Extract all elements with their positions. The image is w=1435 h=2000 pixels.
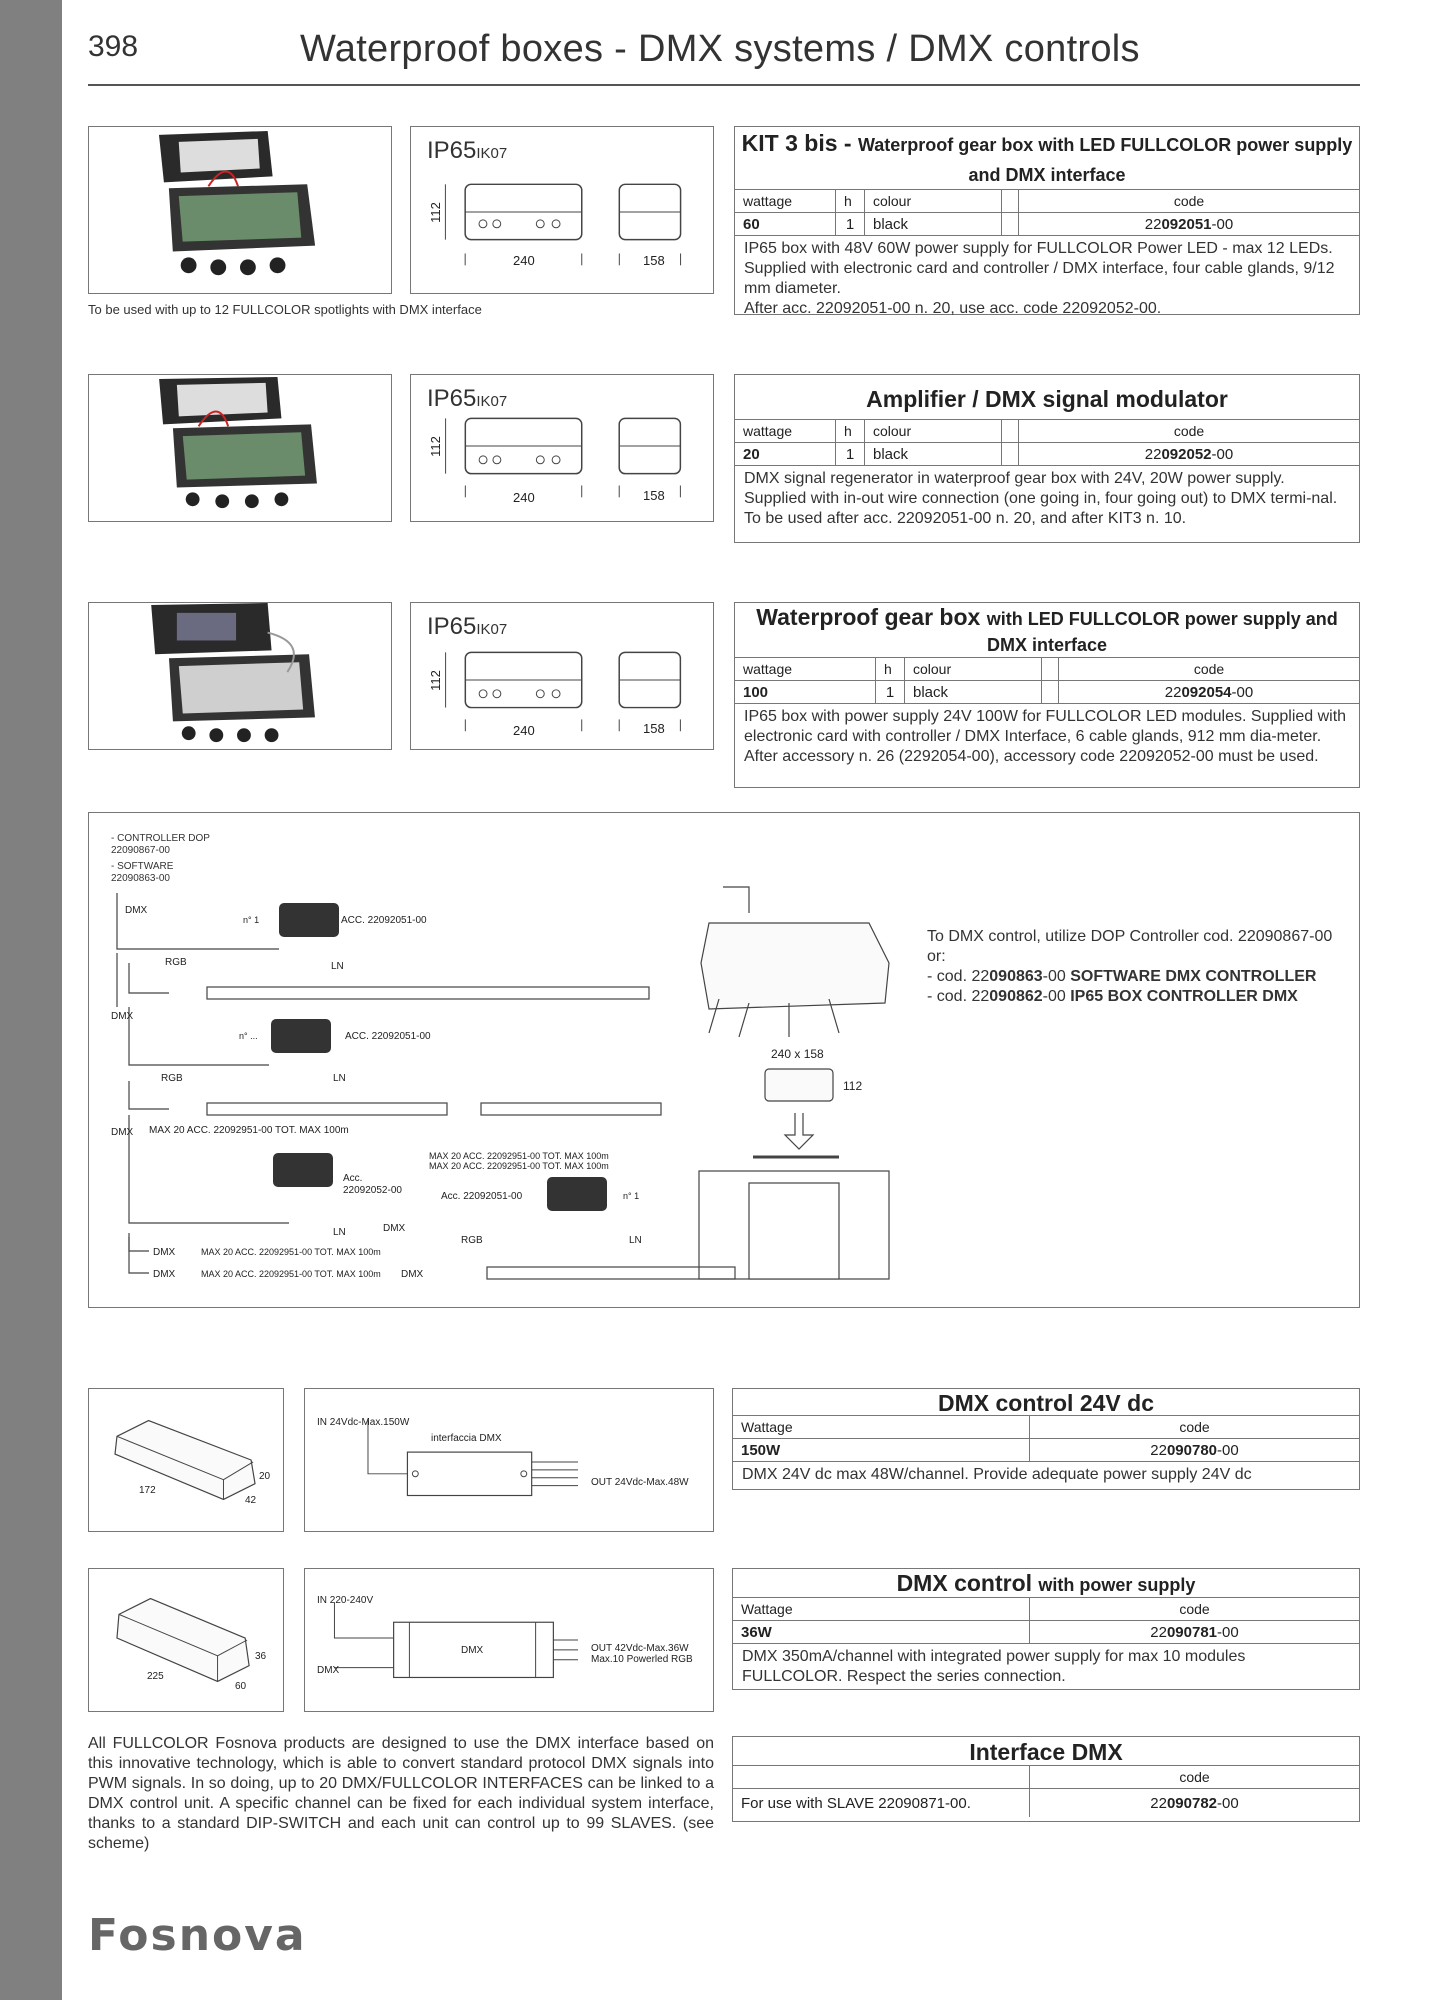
dim-width: 240 — [513, 490, 535, 505]
h-value: 1 — [836, 443, 865, 466]
ln-label: LN — [629, 1235, 642, 1246]
dmx-label: DMX — [153, 1269, 176, 1280]
dim-height: 112 — [427, 670, 443, 691]
acc-label: ACC. 22092051-00 — [345, 1031, 431, 1042]
spec-table — [735, 419, 1359, 465]
gear-box-open-image — [89, 127, 391, 293]
code-value: 22090781-00 — [1030, 1621, 1360, 1644]
dmx-control-module-image — [89, 1389, 283, 1531]
ip-rating: IP65IK07 — [427, 385, 508, 412]
product-caption: To be used with up to 12 FULLCOLOR spotlights with DMX interface — [88, 302, 482, 317]
header-wattage: wattage — [735, 420, 836, 443]
header-code: code — [1019, 420, 1360, 443]
acc51b-label: Acc. 22092051-00 — [441, 1191, 523, 1202]
control-title: DMX control with power supply — [896, 1570, 1196, 1596]
interface-table — [733, 1765, 1359, 1817]
wattage-value: 20 — [735, 443, 836, 466]
colour-value: black — [865, 443, 1002, 466]
code-value: 22092052-00 — [1019, 443, 1360, 466]
dmx-label: DMX — [401, 1269, 424, 1280]
dimension-drawing-kit3 — [410, 126, 714, 294]
product-spec-kit3 — [734, 126, 1360, 315]
header-h: h — [836, 190, 865, 213]
header-colour: colour — [905, 658, 1042, 681]
diagram-input-label: IN 220-240V — [317, 1595, 374, 1606]
dmx-label: DMX — [111, 1011, 134, 1022]
wattage-value: 150W — [733, 1439, 1030, 1462]
gear-box-open-image — [89, 375, 391, 521]
max20-label: MAX 20 ACC. 22092951-00 TOT. MAX 100m — [429, 1161, 609, 1171]
colour-value: black — [865, 213, 1002, 236]
dim-length: 225 — [147, 1671, 164, 1682]
dim-height: 20 — [259, 1471, 271, 1482]
h-value: 1 — [836, 213, 865, 236]
header-h: h — [836, 420, 865, 443]
diagram-output-label: OUT 42Vdc-Max.36W Max.10 Powerled RGB — [591, 1643, 693, 1665]
product-description: IP65 box with power supply 24V 100W for FULLCOLOR LED modules. Supplied with electronic card with controller / DMX Interface, 6 cable glands, 912 mm dia-meter. After accessory n. 26 (2292054-00), accessory code 22092052-00 must be used. — [735, 703, 1359, 770]
dim-height: 112 — [427, 202, 443, 223]
control-spec-table — [733, 1597, 1359, 1643]
interface-description: For use with SLAVE 22090871-00. — [733, 1789, 1030, 1818]
module-wiring-diagram — [305, 1569, 713, 1711]
diagram-input-label: IN 24Vdc-Max.150W — [317, 1417, 410, 1428]
product-description: IP65 box with 48V 60W power supply for FULLCOLOR Power LED - max 12 LEDs. Supplied with electronic card and controller / DMX interface, four cable glands, 9/12 mm diameter. After acc. 22092051-00 n. 20, use acc. code 22092052-00. — [735, 235, 1359, 322]
diagram-dmx-label: DMX — [317, 1665, 340, 1676]
control-spec-table — [733, 1415, 1359, 1461]
header-wattage: wattage — [735, 658, 876, 681]
code-value: 22092054-00 — [1059, 681, 1360, 704]
title-divider — [88, 84, 1360, 86]
header-wattage: Wattage — [733, 1598, 1030, 1621]
controller-dop-label: - CONTROLLER DOP 22090867-00 - SOFTWARE 22090863-00 — [111, 833, 210, 884]
fullcolor-description-paragraph: All FULLCOLOR Fosnova products are designed to use the DMX interface based on this innovative technology, which is able to convert standard protocol DMX signals into PWM signals. In so doing, up to 20 DMX/FULLCOLOR INTERFACES can be linked to a DMX control unit. A specific channel can be fixed for each individual system interface, thanks to a standard DIP-SWITCH and each unit can control up to 99 SLAVES. (see scheme) — [88, 1735, 714, 1852]
dim-depth: 158 — [643, 253, 665, 268]
ln-label: LN — [333, 1227, 346, 1238]
header-h: h — [876, 658, 905, 681]
ln-label: LN — [331, 961, 344, 972]
dim-width: 42 — [245, 1495, 257, 1506]
interface-dmx-spec — [732, 1736, 1360, 1822]
dim-depth: 158 — [643, 488, 665, 503]
dim-height: 112 — [427, 436, 443, 457]
control-wiring-24v — [304, 1388, 714, 1532]
page-title: Waterproof boxes - DMX systems / DMX controls — [300, 28, 1140, 70]
wattage-value: 60 — [735, 213, 836, 236]
header-wattage: Wattage — [733, 1416, 1030, 1439]
code-value: 22090780-00 — [1030, 1439, 1360, 1462]
header-code: code — [1030, 1766, 1360, 1789]
dim-height: 36 — [255, 1651, 267, 1662]
rgb-label: RGB — [461, 1235, 483, 1246]
max20-label: MAX 20 ACC. 22092951-00 TOT. MAX 100m — [149, 1125, 349, 1136]
dim-width: 60 — [235, 1681, 247, 1692]
dim-length: 172 — [139, 1485, 156, 1496]
control-wiring-psu — [304, 1568, 714, 1712]
box-dimension-diagram — [411, 375, 713, 521]
acc-label: ACC. 22092051-00 — [341, 915, 427, 926]
h-value: 1 — [876, 681, 905, 704]
product-photo-gearbox-100 — [88, 602, 392, 750]
control-title: DMX control 24V dc — [938, 1390, 1154, 1416]
rgb-label: RGB — [161, 1073, 183, 1084]
dmx-wiring-scheme — [88, 812, 1360, 1308]
wiring-diagram — [89, 813, 1361, 1309]
product-photo-kit3 — [88, 126, 392, 294]
diagram-output-label: OUT 24Vdc-Max.48W — [591, 1477, 689, 1488]
header-code: code — [1030, 1598, 1360, 1621]
ip-rating: IP65IK07 — [427, 613, 508, 640]
control-photo-24v — [88, 1388, 284, 1532]
product-description: DMX signal regenerator in waterproof gear box with 24V, 20W power supply. Supplied with in-out wire connection (one going in, four going out) to DMX termi-nal. To be used after acc. 22092051-00 n. 20, and after KIT3 n. 10. — [735, 465, 1359, 532]
code-value: 22092051-00 — [1019, 213, 1360, 236]
page-sidebar-strip — [0, 0, 62, 2000]
n1-label: n° 1 — [623, 1191, 640, 1201]
dmx-control-info: To DMX control, utilize DOP Controller cod. 22090867-00 or: - cod. 22090863-00 SOFTWARE DMX CONTROLLER - cod. 22090862-00 IP65 BOX CONTROLLER DMX — [927, 928, 1333, 1005]
wattage-value: 36W — [733, 1621, 1030, 1644]
n1-label: n° 1 — [243, 915, 260, 925]
dmx-label: DMX — [125, 905, 148, 916]
box-size-label: 240 x 158 — [771, 1047, 824, 1061]
product-photo-amplifier — [88, 374, 392, 522]
wattage-value: 100 — [735, 681, 876, 704]
colour-value: black — [905, 681, 1042, 704]
product-title: KIT 3 bis - Waterproof gear box with LED FULLCOLOR power supply and DMX interface — [741, 130, 1353, 185]
spec-table — [735, 657, 1359, 703]
page-number: 398 — [88, 30, 139, 63]
control-description: DMX 24V dc max 48W/channel. Provide adequate power supply 24V dc — [733, 1461, 1359, 1488]
max20-label: MAX 20 ACC. 22092951-00 TOT. MAX 100m — [201, 1269, 381, 1279]
product-title: Waterproof gear box with LED FULLCOLOR power supply and DMX interface — [756, 604, 1338, 655]
code-value: 22090782-00 — [1030, 1789, 1360, 1818]
box-height-label: 112 — [843, 1079, 863, 1093]
diagram-module-label: interfaccia DMX — [431, 1433, 502, 1444]
control-spec-24v — [732, 1388, 1360, 1490]
brand-logo: Fosnova — [88, 1910, 307, 1961]
header-code: code — [1030, 1416, 1360, 1439]
control-description: DMX 350mA/channel with integrated power supply for max 10 modules FULLCOLOR. Respect the series connection. — [733, 1643, 1359, 1690]
interface-title: Interface DMX — [969, 1739, 1123, 1765]
box-dimension-diagram — [411, 603, 713, 749]
dim-width: 240 — [513, 723, 535, 738]
product-spec-amplifier — [734, 374, 1360, 543]
product-title: Amplifier / DMX signal modulator — [866, 386, 1228, 412]
ln-label: LN — [333, 1073, 346, 1084]
max20-label: MAX 20 ACC. 22092951-00 TOT. MAX 100m — [429, 1151, 609, 1161]
header-code: code — [1059, 658, 1360, 681]
control-spec-psu — [732, 1568, 1360, 1690]
dmx-label: DMX — [383, 1223, 406, 1234]
diagram-module-label: DMX — [461, 1645, 484, 1656]
ndots-label: n° ... — [239, 1031, 258, 1041]
header-colour: colour — [865, 190, 1002, 213]
max20-label: MAX 20 ACC. 22092951-00 TOT. MAX 100m — [201, 1247, 381, 1257]
header-colour: colour — [865, 420, 1002, 443]
gear-box-open-image — [89, 603, 391, 749]
dimension-drawing-gearbox-100 — [410, 602, 714, 750]
spec-table — [735, 189, 1359, 235]
box-dimension-diagram — [411, 127, 713, 293]
header-wattage: wattage — [735, 190, 836, 213]
rgb-label: RGB — [165, 957, 187, 968]
dmx-control-module-image — [89, 1569, 283, 1711]
control-photo-psu — [88, 1568, 284, 1712]
dim-width: 240 — [513, 253, 535, 268]
dimension-drawing-amplifier — [410, 374, 714, 522]
dmx-label: DMX — [153, 1247, 176, 1258]
product-spec-gearbox-100 — [734, 602, 1360, 788]
dmx-label: DMX — [111, 1127, 134, 1138]
header-code: code — [1019, 190, 1360, 213]
acc52-label: Acc. 22092052-00 — [343, 1173, 402, 1196]
dim-depth: 158 — [643, 721, 665, 736]
module-wiring-diagram — [305, 1389, 713, 1531]
ip-rating: IP65IK07 — [427, 137, 508, 164]
